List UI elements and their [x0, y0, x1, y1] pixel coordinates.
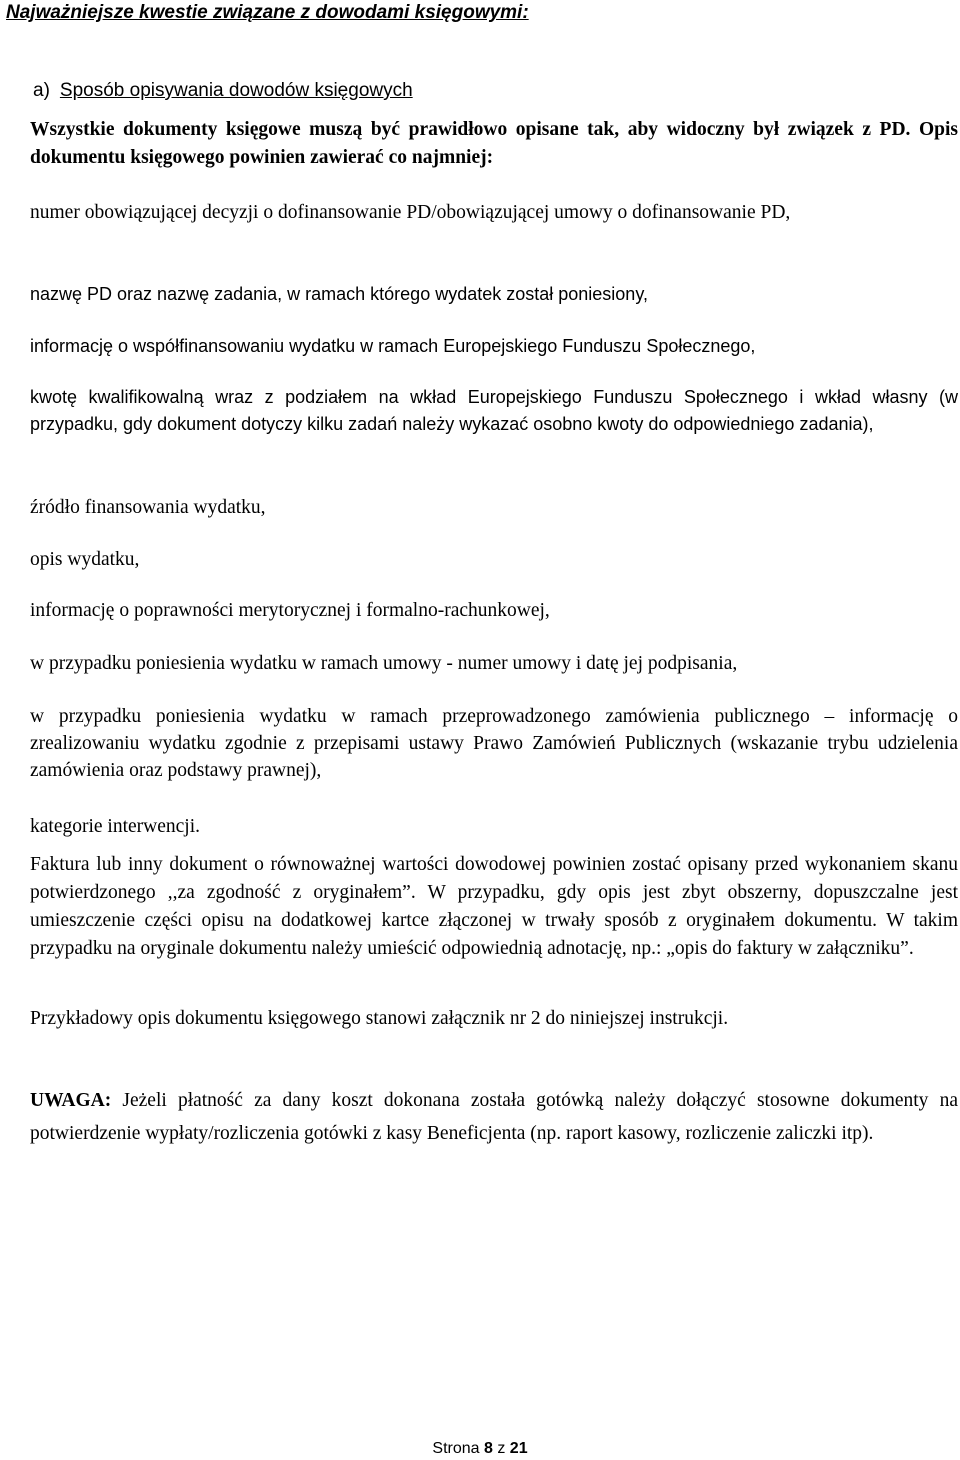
list-item-project-name: nazwę PD oraz nazwę zadania, w ramach którego wydatek został poniesiony, — [30, 284, 648, 304]
list-item-efs-cofinancing: informację o współfinansowaniu wydatku w ramach Europejskiego Funduszu Społecznego, — [30, 336, 756, 356]
uwaga-label: UWAGA: — [30, 1090, 112, 1111]
list-item-eligible-amount: kwotę kwalifikowalną wraz z podziałem na wkład Europejskiego Funduszu Społecznego i wkład własny (w przypadku, gdy dokument dotyczy kilku zadań należy wykazać osobno kwoty do odpowiedniego zadania), — [30, 387, 958, 434]
uwaga-text: Jeżeli płatność za dany koszt dokonana została gotówką należy dołączyć stosowne dokumenty na potwierdzenie wypłaty/rozliczenia gotówki z kasy Beneficjenta (np. raport kasowy, rozliczenie zaliczki itp). — [30, 1090, 958, 1144]
list-item-public-procurement: w przypadku poniesienia wydatku w ramach przeprowadzonego zamówienia publicznego – informację o zrealizowaniu wydatku zgodnie z przepisami ustawy Prawo Zamówień Publicznych (wskazanie trybu udzielenia zamówienia oraz podstawy prawnej), — [30, 706, 958, 781]
footer-separator: z — [492, 1440, 510, 1457]
intro-paragraph: Wszystkie dokumenty księgowe muszą być prawidłowo opisane tak, aby widoczny był związek z PD. Opis dokumentu księgowego powinien zawierać co najmniej: — [30, 119, 958, 168]
list-item-decision-number: numer obowiązującej decyzji o dofinansowanie PD/obowiązującej umowy o dofinansowanie PD, — [30, 202, 791, 223]
section-heading: Najważniejsze kwestie związane z dowodami księgowymi: — [6, 2, 529, 23]
subsection-title — [33, 80, 413, 102]
current-page-number: 8 — [484, 1440, 493, 1457]
paragraph-example-attachment: Przykładowy opis dokumentu księgowego stanowi załącznik nr 2 do niniejszej instrukcji. — [30, 1008, 729, 1029]
list-item-expense-description: opis wydatku, — [30, 549, 140, 570]
paragraph-uwaga — [30, 1084, 958, 1150]
list-item-intervention-category: kategorie interwencji. — [30, 816, 201, 837]
list-item-correctness-info: informację o poprawności merytorycznej i formalno-rachunkowej, — [30, 600, 550, 621]
footer-prefix: Strona — [432, 1440, 484, 1457]
subsection-label: Sposób opisywania dowodów księgowych — [59, 80, 413, 101]
list-item-contract-number: w przypadku poniesienia wydatku w ramach umowy - numer umowy i datę jej podpisania, — [30, 653, 738, 674]
list-item-funding-source: źródło finansowania wydatku, — [30, 497, 266, 518]
subsection-marker: a) — [33, 80, 50, 101]
total-pages-number: 21 — [509, 1440, 528, 1457]
page-footer — [0, 1440, 960, 1458]
paragraph-invoice-description: Faktura lub inny dokument o równoważnej wartości dowodowej powinien zostać opisany przed wykonaniem skanu potwierdzonego ,,za zgodność z oryginałem”. W przypadku, gdy opis jest zbyt obszerny, dopuszczalne jest umieszczenie części opisu na dodatkowej kartce złączonej w trwały sposób z oryginałem dokumentu. W takim przypadku na oryginale dokumentu należy umieścić odpowiednią adnotację, np.: „opis do faktury w załączniku”. — [30, 854, 958, 959]
